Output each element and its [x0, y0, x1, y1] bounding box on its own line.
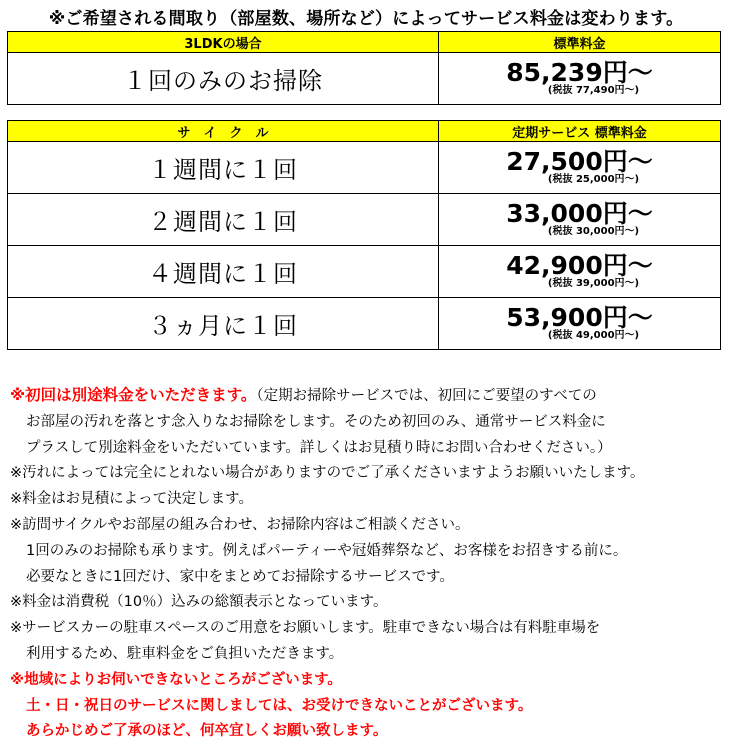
- table-row: [8, 142, 721, 194]
- note-consultation: ※訪問サイクルやお部屋の組み合わせ、お掃除内容はご相談ください。: [10, 516, 470, 533]
- price-tax-excluded: (税抜 77,490円～): [547, 85, 640, 97]
- price-value: 33,000円～: [506, 199, 653, 229]
- price-value: 85,239円～: [506, 58, 653, 88]
- price-tax-excluded: (税抜 39,000円～): [547, 278, 640, 290]
- price-cell: [439, 53, 721, 105]
- one-time-price-table: [7, 31, 721, 105]
- notes: [10, 383, 730, 745]
- note-parking-line-2: 利用するため、駐車料金をご負担いただきます。: [26, 645, 344, 662]
- note-tax: ※料金は消費税（10％）込みの総額表示となっています。: [10, 594, 388, 611]
- note-first-visit: [10, 383, 730, 410]
- row-label: ４週間に１回: [8, 246, 439, 298]
- price-cell: [439, 194, 721, 246]
- layout-header: 3LDKの場合: [8, 32, 439, 53]
- row-label: ３ヵ月に１回: [8, 298, 439, 350]
- price-value: 53,900円～: [506, 303, 653, 333]
- note-first-visit-emphasis: ※初回は別途料金をいただきます。: [10, 386, 257, 404]
- row-label: １回のみのお掃除: [8, 53, 439, 105]
- note-estimate: ※料金はお見積によって決定します。: [10, 491, 253, 508]
- note-parking: ※サービスカーの駐車スペースのご用意をお願いします。駐車できない場合は有料駐車場を: [10, 620, 601, 637]
- note-first-visit-line-3: プラスして別途料金をいただいています。詳しくはお見積り時にお問い合わせください。）: [26, 439, 612, 456]
- subscription-price-table: [7, 120, 721, 350]
- standard-price-header: 標準料金: [439, 32, 721, 53]
- note-first-visit-line-2: お部屋の汚れを落とす念入りなお掃除をします。そのため初回のみ、通常サービス料金に: [26, 413, 606, 430]
- price-value: 42,900円～: [506, 251, 653, 281]
- table-row: [8, 246, 721, 298]
- price-value: 27,500円～: [506, 147, 653, 177]
- note-apology: あらかじめご了承のほど、何卒宜しくお願い致します。: [26, 723, 388, 740]
- note-weekend-warning: 土・日・祝日のサービスに関しましては、お受けできないことがございます。: [26, 697, 533, 714]
- page-heading: ※ご希望される間取り（部屋数、場所など）によってサービス料金は変わります。: [48, 9, 684, 29]
- row-label: １週間に１回: [8, 142, 439, 194]
- note-first-visit-text: （定期お掃除サービスでは、初回にご要望のすべての: [256, 388, 597, 404]
- note-area-warning: ※地域によりお伺いできないところがございます。: [10, 671, 342, 688]
- row-label: ２週間に１回: [8, 194, 439, 246]
- table-row: [8, 298, 721, 350]
- price-cell: [439, 142, 721, 194]
- table-row: [8, 194, 721, 246]
- subscription-price-header: 定期サービス 標準料金: [439, 121, 721, 142]
- note-stains: ※汚れによっては完全にとれない場合がありますのでご了承くださいますようお願いいたします。: [10, 465, 645, 482]
- price-tax-excluded: (税抜 25,000円～): [547, 174, 640, 186]
- cycle-header: サ イ ク ル: [8, 121, 439, 142]
- price-tax-excluded: (税抜 30,000円～): [547, 226, 640, 238]
- note-consultation-line-3: 必要なときに1回だけ、家中をまとめてお掃除するサービスです。: [26, 568, 454, 585]
- price-cell: [439, 298, 721, 350]
- price-cell: [439, 246, 721, 298]
- note-consultation-line-2: 1回のみのお掃除も承ります。例えばパーティーや冠婚葬祭など、お客様をお招きする前に。: [26, 542, 628, 559]
- price-tax-excluded: (税抜 49,000円～): [547, 330, 640, 342]
